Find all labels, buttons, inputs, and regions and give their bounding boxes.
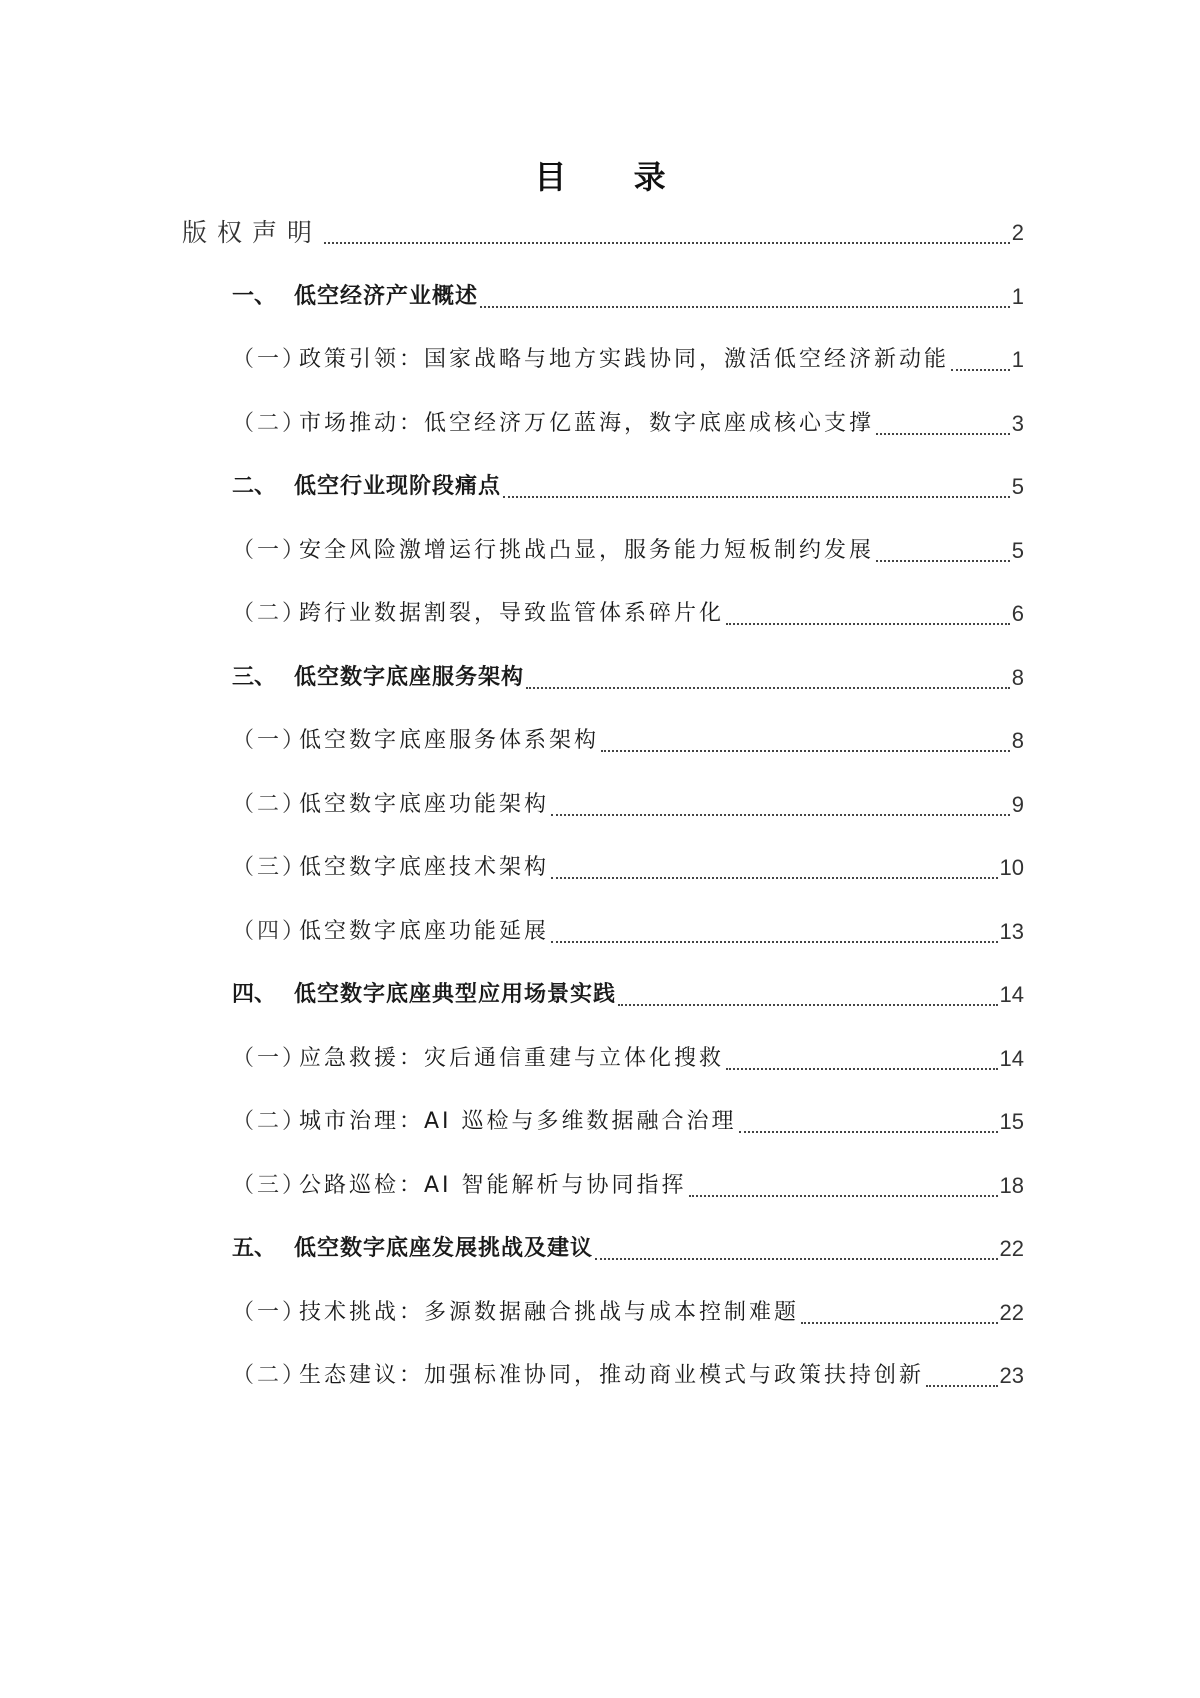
- toc-entry-page-number: 14: [999, 1045, 1024, 1071]
- dot-leader: [526, 663, 1010, 689]
- toc-entry-page-number: 8: [1011, 728, 1024, 753]
- dot-leader: [618, 980, 998, 1006]
- dot-leader: [689, 1171, 998, 1197]
- toc-entry[interactable]: [182, 980, 1024, 1044]
- toc-entry-number: （三）: [232, 855, 308, 880]
- toc-entry-page-number: 3: [1011, 410, 1024, 436]
- toc-entry-page-number: 1: [1011, 347, 1024, 372]
- toc-entry-number: （二）: [232, 791, 308, 817]
- dot-leader: [551, 790, 1010, 816]
- toc-entry[interactable]: [182, 472, 1024, 536]
- toc-entry-page-number: 5: [1011, 537, 1024, 563]
- dot-leader: [726, 599, 1010, 625]
- toc-entry[interactable]: [182, 1361, 1024, 1425]
- dot-leader: [876, 536, 1010, 562]
- toc-entry-page-number: 22: [999, 1299, 1024, 1325]
- toc-entry-page-number: 15: [999, 1109, 1024, 1134]
- toc-entry-number: 二、: [232, 474, 277, 499]
- toc-entry-number: 三、: [232, 664, 277, 690]
- toc-entry[interactable]: [182, 663, 1024, 727]
- toc-entry-number: （二）: [232, 410, 308, 436]
- toc-list: [182, 218, 1024, 1425]
- toc-entry-number: （二）: [232, 601, 308, 626]
- dot-leader: [876, 409, 1010, 435]
- toc-entry-label: 低空行业现阶段痛点: [294, 474, 502, 499]
- toc-entry-page-number: 5: [1011, 474, 1024, 499]
- dot-leader: [951, 345, 1010, 371]
- toc-entry-page-number: 9: [1011, 791, 1024, 817]
- toc-entry-label: 跨行业数据割裂，导致监管体系碎片化: [299, 601, 725, 626]
- dot-leader: [739, 1107, 998, 1133]
- toc-entry[interactable]: [182, 599, 1024, 663]
- toc-entry-page-number: 8: [1011, 664, 1024, 690]
- toc-entry[interactable]: [182, 536, 1024, 600]
- toc-entry-label: 版权声明: [182, 218, 323, 247]
- toc-entry-label: 公路巡检：AI 智能解析与协同指挥: [299, 1172, 687, 1198]
- dot-leader: [926, 1361, 998, 1387]
- toc-entry[interactable]: [182, 1234, 1024, 1298]
- dot-leader: [324, 218, 1010, 244]
- toc-entry-page-number: 14: [999, 982, 1024, 1007]
- dot-leader: [503, 472, 1010, 498]
- toc-entry-label: 应急救援：灾后通信重建与立体化搜救: [299, 1045, 725, 1071]
- toc-entry-page-number: 18: [999, 1172, 1024, 1198]
- toc-entry-page-number: 2: [1011, 220, 1024, 245]
- toc-entry-number: （二）: [232, 1109, 308, 1134]
- toc-entry[interactable]: [182, 409, 1024, 473]
- toc-entry-number: 五、: [232, 1236, 277, 1261]
- toc-entry[interactable]: [182, 345, 1024, 409]
- dot-leader: [480, 282, 1010, 308]
- toc-entry-label: 政策引领：国家战略与地方实践协同，激活低空经济新动能: [299, 347, 950, 372]
- toc-entry[interactable]: [182, 726, 1024, 790]
- toc-entry[interactable]: [182, 1044, 1024, 1108]
- toc-entry[interactable]: [182, 790, 1024, 854]
- toc-entry[interactable]: [182, 282, 1024, 346]
- toc-entry-label: 技术挑战：多源数据融合挑战与成本控制难题: [299, 1299, 800, 1325]
- toc-entry-label: 市场推动：低空经济万亿蓝海，数字底座成核心支撑: [299, 410, 875, 436]
- toc-entry[interactable]: [182, 1298, 1024, 1362]
- toc-entry-number: （一）: [232, 537, 308, 563]
- toc-entry-label: 低空数字底座技术架构: [299, 855, 550, 880]
- toc-entry-page-number: 13: [999, 918, 1024, 944]
- toc-entry-label: 安全风险激增运行挑战凸显，服务能力短板制约发展: [299, 537, 875, 563]
- toc-entry-label: 低空数字底座功能延展: [299, 918, 550, 944]
- toc-entry-number: （一）: [232, 1299, 308, 1325]
- toc-entry-label: 低空数字底座服务体系架构: [299, 728, 600, 753]
- toc-entry-page-number: 1: [1011, 283, 1024, 309]
- dot-leader: [601, 726, 1010, 752]
- toc-entry-label: 低空经济产业概述: [294, 283, 479, 309]
- toc-entry[interactable]: [182, 218, 1024, 282]
- toc-entry[interactable]: [182, 853, 1024, 917]
- toc-entry[interactable]: [182, 917, 1024, 981]
- dot-leader: [551, 853, 998, 879]
- toc-entry-label: 生态建议：加强标准协同，推动商业模式与政策扶持创新: [299, 1363, 925, 1388]
- toc-entry-number: 一、: [232, 283, 277, 309]
- toc-entry-number: （二）: [232, 1363, 308, 1388]
- dot-leader: [551, 917, 998, 943]
- toc-entry-label: 低空数字底座功能架构: [299, 791, 550, 817]
- toc-entry-page-number: 10: [999, 855, 1024, 880]
- toc-entry-label: 城市治理：AI 巡检与多维数据融合治理: [299, 1109, 737, 1134]
- toc-entry-number: （四）: [232, 918, 308, 944]
- toc-entry-page-number: 6: [1011, 601, 1024, 626]
- toc-entry-label: 低空数字底座服务架构: [294, 664, 525, 690]
- dot-leader: [726, 1044, 998, 1070]
- toc-entry-label: 低空数字底座发展挑战及建议: [294, 1236, 594, 1261]
- toc-entry-number: （一）: [232, 728, 308, 753]
- toc-entry[interactable]: [182, 1107, 1024, 1171]
- toc-entry-number: （一）: [232, 1045, 308, 1071]
- toc-entry-page-number: 23: [999, 1363, 1024, 1388]
- toc-entry[interactable]: [182, 1171, 1024, 1235]
- toc-entry-label: 低空数字底座典型应用场景实践: [294, 982, 617, 1007]
- page-title: 目 录: [534, 158, 694, 196]
- dot-leader: [595, 1234, 998, 1260]
- toc-entry-number: （三）: [232, 1172, 308, 1198]
- toc-entry-page-number: 22: [999, 1236, 1024, 1261]
- toc-entry-number: 四、: [232, 982, 277, 1007]
- toc-entry-number: （一）: [232, 347, 308, 372]
- dot-leader: [801, 1298, 998, 1324]
